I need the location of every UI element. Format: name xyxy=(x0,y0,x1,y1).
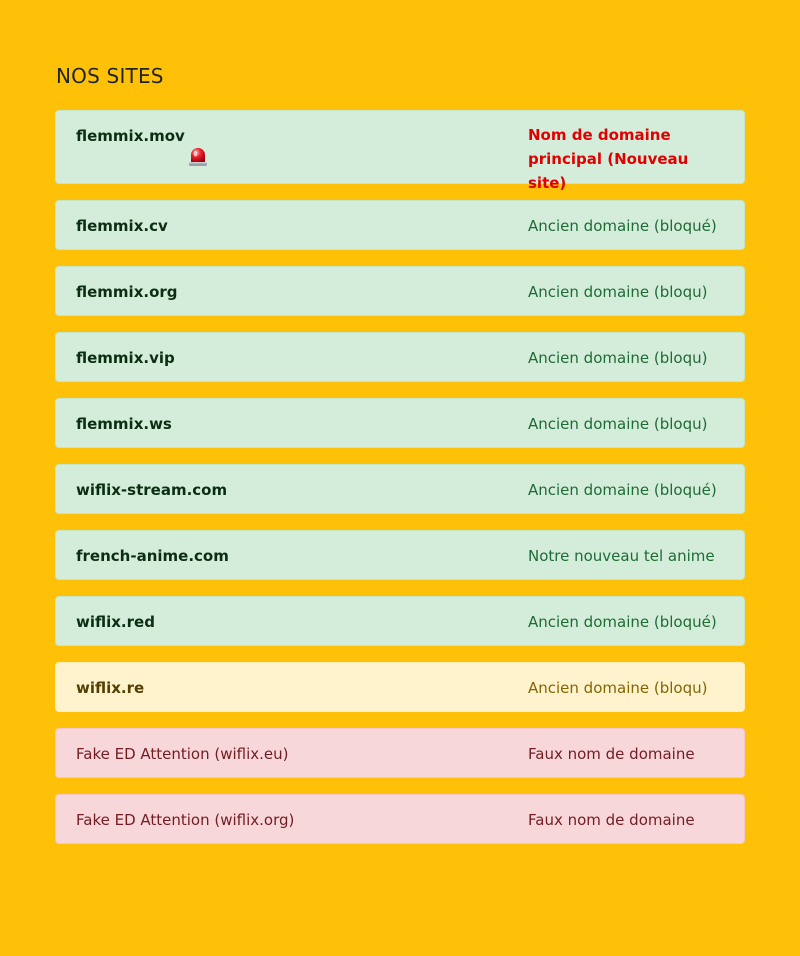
site-name[interactable]: wiflix.red xyxy=(76,613,155,631)
site-row[interactable] xyxy=(55,200,745,250)
site-name[interactable]: french-anime.com xyxy=(76,547,229,565)
site-name[interactable]: flemmix.ws xyxy=(76,415,172,433)
site-description: Faux nom de domaine xyxy=(528,811,695,829)
site-description: Ancien domaine (bloqué) xyxy=(528,217,717,235)
site-description: Ancien domaine (bloqu) xyxy=(528,679,708,697)
site-name[interactable]: flemmix.vip xyxy=(76,349,175,367)
site-row[interactable] xyxy=(55,110,745,192)
site-name[interactable]: flemmix.mov xyxy=(76,127,185,145)
site-row[interactable] xyxy=(55,464,745,514)
site-row[interactable] xyxy=(55,398,745,448)
site-description: Ancien domaine (bloqu) xyxy=(528,415,708,433)
site-name[interactable]: flemmix.org xyxy=(76,283,178,301)
site-name[interactable]: Fake ED Attention (wiflix.eu) xyxy=(76,745,289,763)
site-row[interactable] xyxy=(55,266,745,316)
site-row[interactable] xyxy=(55,530,745,580)
site-description: Notre nouveau tel anime xyxy=(528,547,715,565)
site-name[interactable]: wiflix-stream.com xyxy=(76,481,228,499)
siren-icon xyxy=(187,145,209,169)
site-description: Faux nom de domaine xyxy=(528,745,695,763)
site-description: Nom de domaine principal (Nouveau site) xyxy=(528,126,689,192)
site-name[interactable]: flemmix.cv xyxy=(76,217,168,235)
site-row[interactable] xyxy=(55,662,745,712)
site-description: Ancien domaine (bloqu) xyxy=(528,349,708,367)
section-title: NOS SITES xyxy=(56,64,164,88)
site-row[interactable] xyxy=(55,332,745,382)
site-description: Ancien domaine (bloqué) xyxy=(528,481,717,499)
site-description: Ancien domaine (bloqué) xyxy=(528,613,717,631)
site-row[interactable] xyxy=(55,596,745,646)
site-list xyxy=(55,110,745,860)
site-description: Ancien domaine (bloqu) xyxy=(528,283,708,301)
site-name[interactable]: Fake ED Attention (wiflix.org) xyxy=(76,811,295,829)
site-row[interactable] xyxy=(55,728,745,778)
site-row[interactable] xyxy=(55,794,745,844)
site-name[interactable]: wiflix.re xyxy=(76,679,145,697)
